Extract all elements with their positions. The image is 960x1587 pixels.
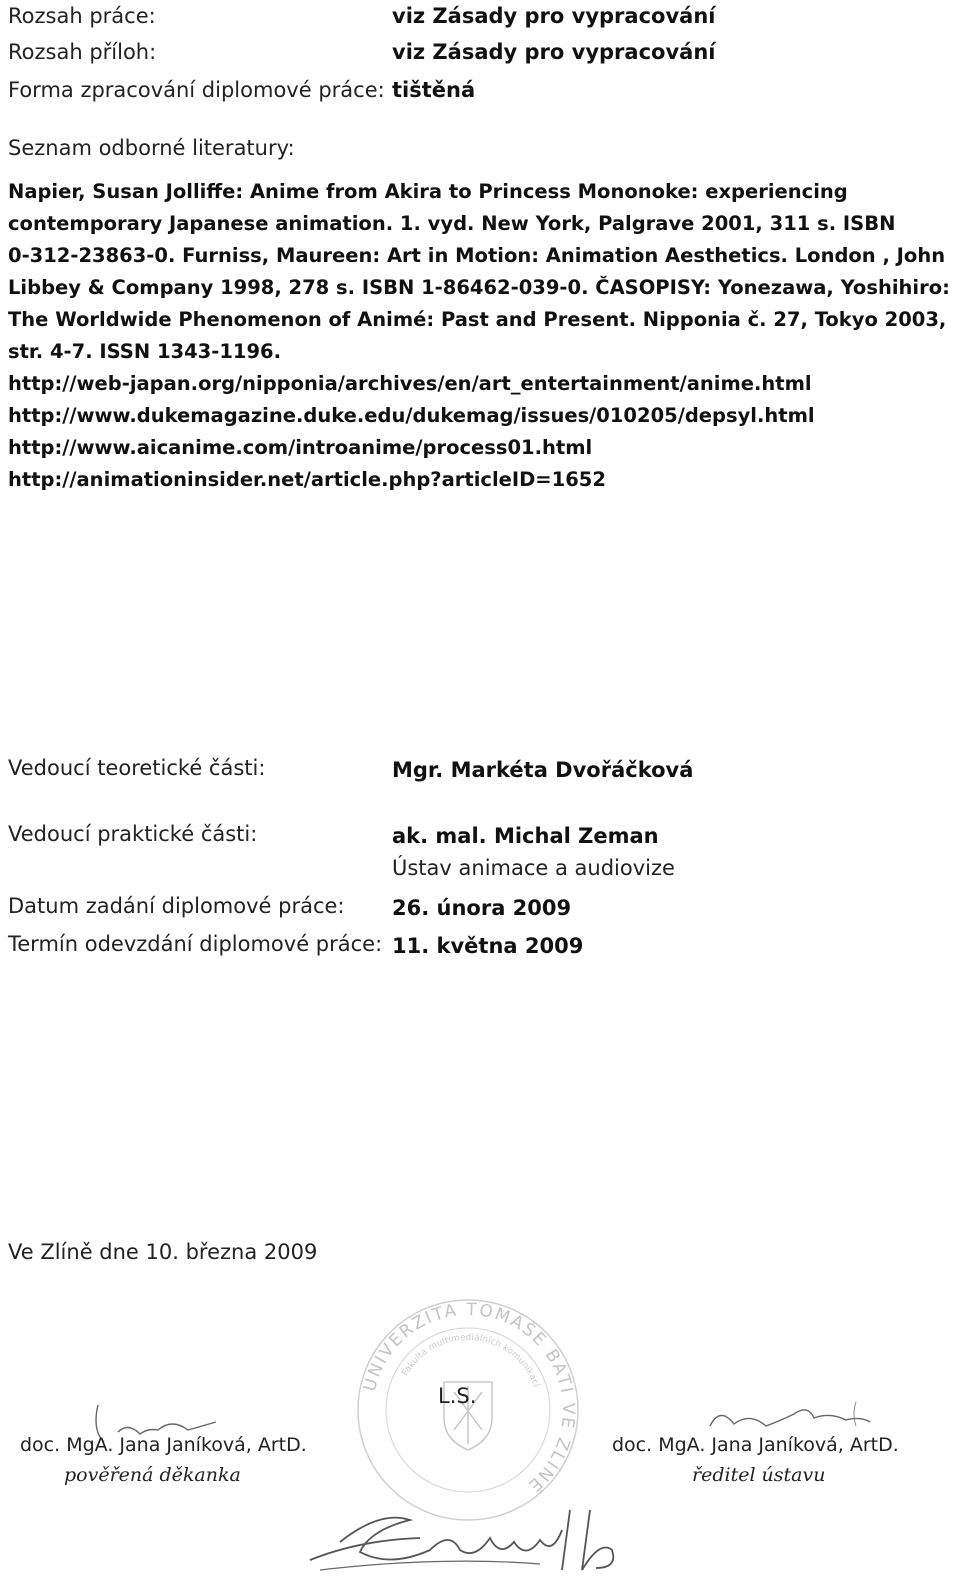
practice-institute: Ústav animace a audiovize [392, 856, 675, 880]
scope-value: viz Zásady pro vypracování [392, 4, 716, 28]
literature-line: The Worldwide Phenomenon of Animé: Past and Present. Nipponia č. 27, Tokyo 2003, [8, 308, 947, 331]
attachments-label: Rozsah příloh: [8, 40, 157, 64]
literature-heading: Seznam odborné literatury: [8, 136, 295, 160]
left-signatory-name: doc. MgA. Jana Janíková, ArtD. [20, 1434, 307, 1456]
right-signatory-role: ředitel ústavu [692, 1464, 826, 1486]
attachments-value: viz Zásady pro vypracování [392, 40, 716, 64]
right-signatory-name: doc. MgA. Jana Janíková, ArtD. [612, 1434, 899, 1456]
ls-mark: L.S. [438, 1384, 477, 1408]
scope-label: Rozsah práce: [8, 4, 156, 28]
literature-url: http://web-japan.org/nipponia/archives/en/art_entertainment/anime.html [8, 372, 812, 395]
literature-line: Libbey & Company 1998, 278 s. ISBN 1-86462-039-0. ČASOPISY: Yonezawa, Yoshihiro: [8, 276, 950, 299]
form-value: tištěná [392, 78, 476, 102]
assigned-date-label: Datum zadání diplomové práce: [8, 894, 345, 918]
stamp-inner-text: Fakulta multimediálních komunikací [400, 1332, 541, 1389]
practice-supervisor-label: Vedoucí praktické části: [8, 822, 258, 846]
theory-supervisor-label: Vedoucí teoretické části: [8, 756, 266, 780]
form-label: Forma zpracování diplomové práce: [8, 78, 385, 102]
literature-line: contemporary Japanese animation. 1. vyd. New York, Palgrave 2001, 311 s. ISBN [8, 212, 896, 235]
literature-line: Napier, Susan Jolliffe: Anime from Akira to Princess Mononoke: experiencing [8, 180, 848, 203]
theory-supervisor-value: Mgr. Markéta Dvořáčková [392, 758, 694, 782]
stamp-outer-text: UNIVERZITA TOMÁŠE BATI VE ZLÍNĚ [359, 1299, 579, 1497]
literature-line: str. 4-7. ISSN 1343-1196. [8, 340, 282, 363]
deadline-label: Termín odevzdání diplomové práce: [8, 932, 383, 956]
literature-url: http://www.dukemagazine.duke.edu/dukemag/issues/010205/depsyl.html [8, 404, 815, 427]
practice-supervisor-value: ak. mal. Michal Zeman [392, 824, 659, 848]
literature-url: http://animationinsider.net/article.php?articleID=1652 [8, 468, 606, 491]
deadline-value: 11. května 2009 [392, 934, 584, 958]
main-signature-scribble [300, 1480, 640, 1580]
literature-list [8, 176, 950, 496]
assigned-date-value: 26. února 2009 [392, 896, 572, 920]
literature-url: http://www.aicanime.com/introanime/process01.html [8, 436, 593, 459]
literature-line: 0-312-23863-0. Furniss, Maureen: Art in Motion: Animation Aesthetics. London , John [8, 244, 946, 267]
left-signatory-role: pověřená děkanka [64, 1464, 241, 1486]
place-date: Ve Zlíně dne 10. března 2009 [8, 1240, 318, 1264]
